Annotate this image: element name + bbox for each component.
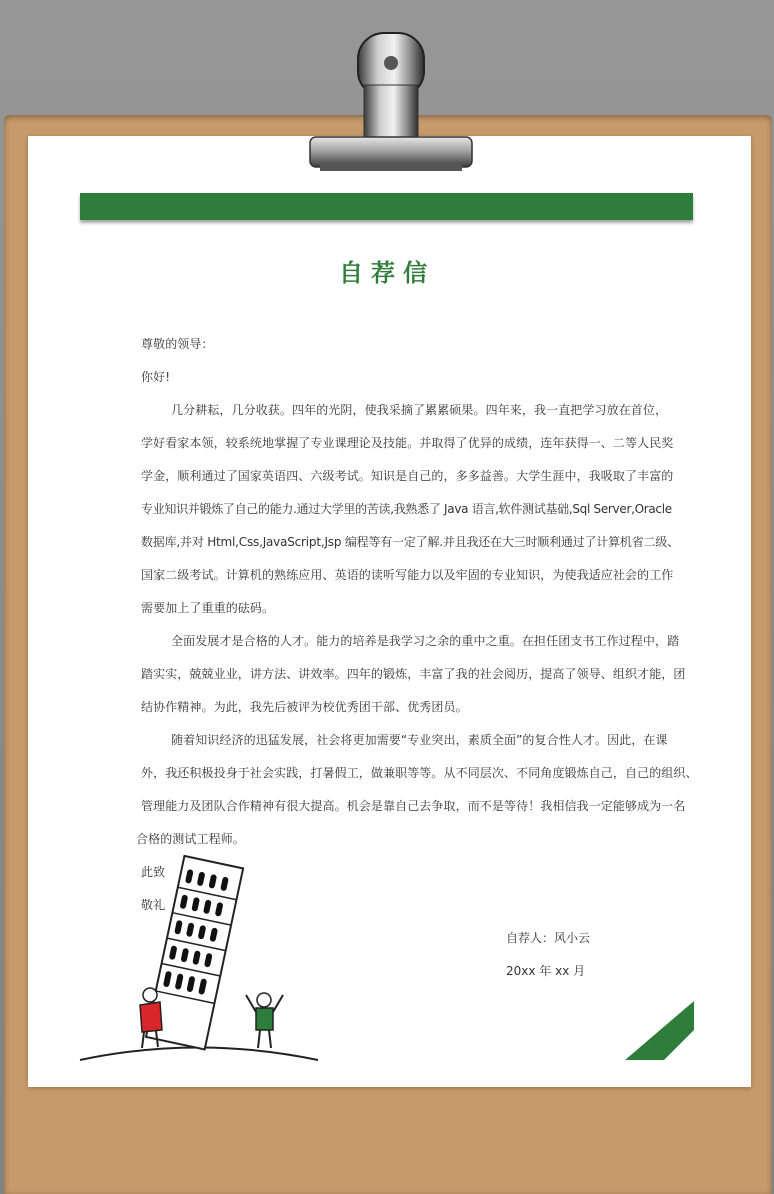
para3-line: 合格的测试工程师。 [136, 832, 245, 846]
greeting: 尊敬的领导： [141, 337, 214, 351]
para3-line: 随着知识经济的迅猛发展，社会将更加需要“专业突出，素质全面”的复合性人才。因此，在课 [171, 733, 668, 747]
binder-clip-icon [290, 25, 490, 175]
hello: 你好! [141, 370, 171, 384]
para2-line: 结协作精神。为此，我先后被评为校优秀团干部、优秀团员。 [141, 700, 468, 714]
para1-line: 数据库,并对 Html,Css,JavaScript,Jsp 编程等有一定了解.并且我还在大三时顺利通过了计算机省二级、 [141, 535, 679, 549]
para1-line: 学好看家本领，较系统地掌握了专业课理论及技能。并取得了优异的成绩，连年获得一、二等人民奖 [141, 436, 674, 450]
para1-line: 学金，顺利通过了国家英语四、六级考试。知识是自己的，多多益善。大学生涯中，我吸取了丰富的 [141, 469, 674, 483]
letter-title: 自荐信 [339, 259, 435, 287]
closing-salutation: 此致 [141, 865, 166, 879]
para1-line: 需要加上了重重的砝码。 [141, 601, 275, 615]
para2-line: 全面发展才是合格的人才。能力的培养是我学习之余的重中之重。在担任团支书工作过程中，踏 [171, 634, 680, 648]
para3-line: 外，我还积极投身于社会实践，打暑假工，做兼职等等。从不同层次、不同角度锻炼自己，自己的组织、 [141, 766, 698, 780]
corner-stripe-decoration [620, 1000, 700, 1065]
para1-line: 专业知识并锻炼了自己的能力.通过大学里的苦读,我熟悉了 Java 语言,软件测试基础,Sql Server,Oracle [141, 502, 672, 516]
date: 20xx 年 xx 月 [506, 964, 586, 978]
para2-line: 踏实实，兢兢业业，讲方法、讲效率。四年的锻炼，丰富了我的社会阅历，提高了领导、组织才能，团 [141, 667, 686, 681]
para1-line: 国家二级考试。计算机的熟练应用、英语的读听写能力以及牢固的专业知识，为使我适应社会的工作 [141, 568, 674, 582]
para3-line: 管理能力及团队合作精神有很大提高。机会是靠自己去争取，而不是等待！我相信我一定能够成为一名 [141, 799, 686, 813]
signer: 自荐人：风小云 [506, 931, 591, 945]
leaning-tower-illustration [78, 850, 328, 1065]
header-bar [80, 193, 693, 220]
closing-regards: 敬礼 [141, 898, 166, 912]
para1-line: 几分耕耘，几分收获。四年的光阴，使我采摘了累累硕果。四年来，我一直把学习放在首位， [171, 403, 668, 417]
